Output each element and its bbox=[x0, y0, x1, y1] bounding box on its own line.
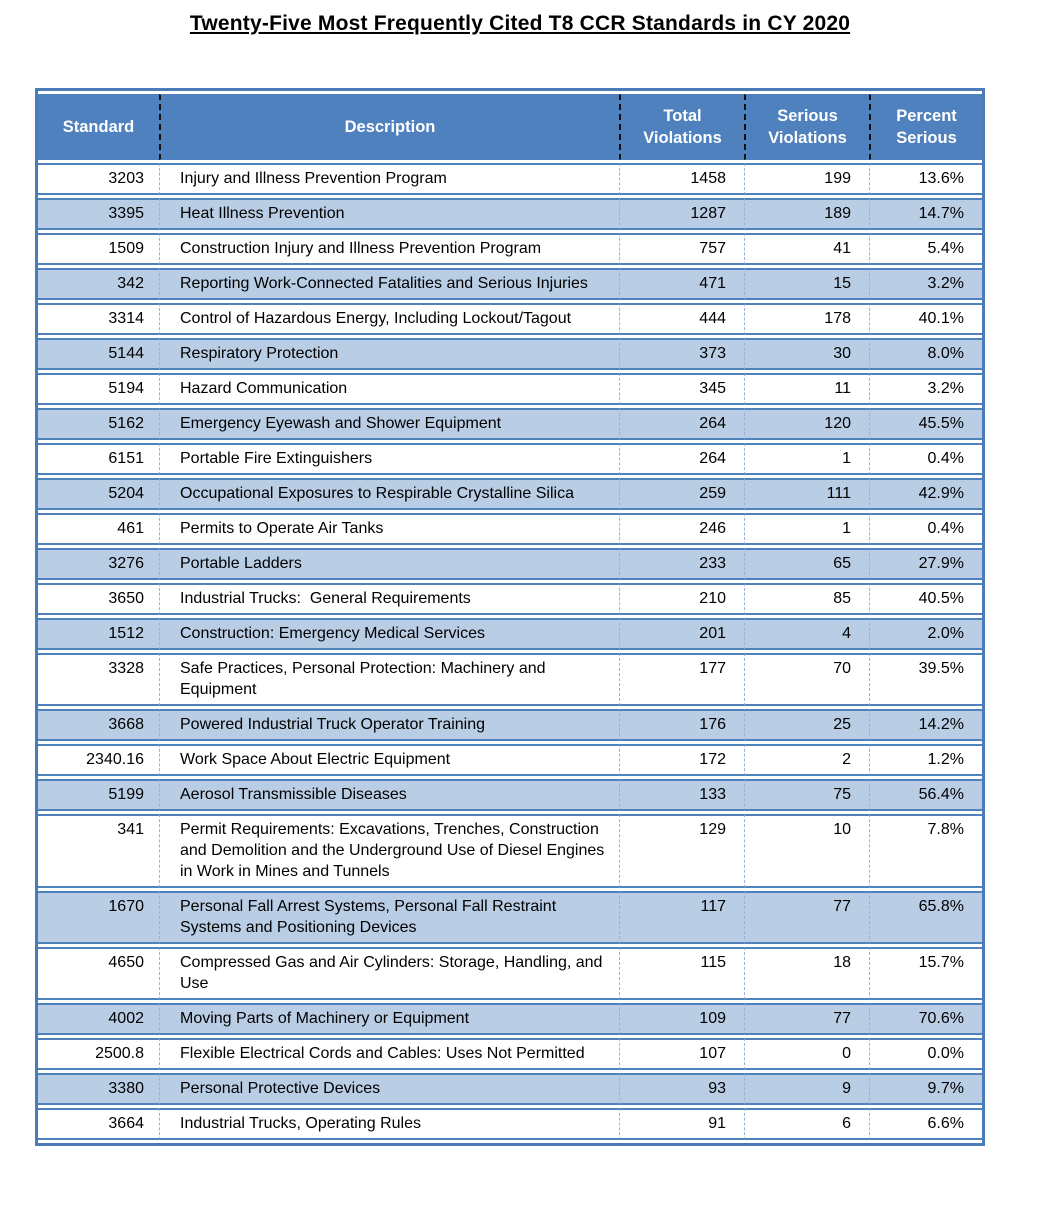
table-row bbox=[38, 233, 982, 265]
table-row bbox=[38, 779, 982, 811]
cell-description: Control of Hazardous Energy, Including Lockout/Tagout bbox=[159, 303, 619, 335]
cell-serious: 1 bbox=[744, 443, 869, 475]
cell-description: Construction: Emergency Medical Services bbox=[159, 618, 619, 650]
table-row bbox=[38, 744, 982, 776]
cell-serious: 85 bbox=[744, 583, 869, 615]
cell-percent: 0.4% bbox=[869, 513, 982, 545]
column-header-description: Description bbox=[159, 94, 619, 160]
cell-serious: 2 bbox=[744, 744, 869, 776]
cell-percent: 70.6% bbox=[869, 1003, 982, 1035]
cell-description: Emergency Eyewash and Shower Equipment bbox=[159, 408, 619, 440]
cell-percent: 40.5% bbox=[869, 583, 982, 615]
cell-standard: 3328 bbox=[38, 653, 159, 706]
cell-total: 757 bbox=[619, 233, 744, 265]
cell-serious: 15 bbox=[744, 268, 869, 300]
cell-serious: 30 bbox=[744, 338, 869, 370]
table-row bbox=[38, 653, 982, 706]
cell-percent: 40.1% bbox=[869, 303, 982, 335]
cell-total: 264 bbox=[619, 443, 744, 475]
cell-standard: 2500.8 bbox=[38, 1038, 159, 1070]
cell-standard: 5194 bbox=[38, 373, 159, 405]
cell-standard: 1670 bbox=[38, 891, 159, 944]
cell-total: 172 bbox=[619, 744, 744, 776]
cell-description: Construction Injury and Illness Prevention Program bbox=[159, 233, 619, 265]
cell-total: 259 bbox=[619, 478, 744, 510]
cell-total: 93 bbox=[619, 1073, 744, 1105]
cell-total: 1458 bbox=[619, 163, 744, 195]
table-row bbox=[38, 408, 982, 440]
cell-serious: 75 bbox=[744, 779, 869, 811]
table-header bbox=[38, 94, 982, 160]
cell-total: 109 bbox=[619, 1003, 744, 1035]
cell-standard: 3395 bbox=[38, 198, 159, 230]
table-row bbox=[38, 198, 982, 230]
cell-standard: 3314 bbox=[38, 303, 159, 335]
cell-serious: 189 bbox=[744, 198, 869, 230]
cell-standard: 3276 bbox=[38, 548, 159, 580]
cell-serious: 70 bbox=[744, 653, 869, 706]
table-row bbox=[38, 1073, 982, 1105]
table-row bbox=[38, 1108, 982, 1140]
cell-standard: 5162 bbox=[38, 408, 159, 440]
table-row bbox=[38, 618, 982, 650]
cell-serious: 0 bbox=[744, 1038, 869, 1070]
cell-percent: 14.7% bbox=[869, 198, 982, 230]
cell-description: Moving Parts of Machinery or Equipment bbox=[159, 1003, 619, 1035]
cell-total: 471 bbox=[619, 268, 744, 300]
cell-percent: 45.5% bbox=[869, 408, 982, 440]
cell-serious: 41 bbox=[744, 233, 869, 265]
table-row bbox=[38, 373, 982, 405]
cell-total: 246 bbox=[619, 513, 744, 545]
cell-percent: 5.4% bbox=[869, 233, 982, 265]
cell-percent: 8.0% bbox=[869, 338, 982, 370]
cell-percent: 15.7% bbox=[869, 947, 982, 1000]
cell-description: Personal Protective Devices bbox=[159, 1073, 619, 1105]
table-row bbox=[38, 443, 982, 475]
cell-total: 345 bbox=[619, 373, 744, 405]
cell-percent: 27.9% bbox=[869, 548, 982, 580]
cell-percent: 9.7% bbox=[869, 1073, 982, 1105]
cell-description: Hazard Communication bbox=[159, 373, 619, 405]
cell-description: Portable Ladders bbox=[159, 548, 619, 580]
cell-serious: 77 bbox=[744, 1003, 869, 1035]
cell-standard: 1509 bbox=[38, 233, 159, 265]
cell-standard: 3668 bbox=[38, 709, 159, 741]
cell-standard: 2340.16 bbox=[38, 744, 159, 776]
table-row bbox=[38, 1038, 982, 1070]
cell-standard: 342 bbox=[38, 268, 159, 300]
cell-standard: 3380 bbox=[38, 1073, 159, 1105]
cell-standard: 461 bbox=[38, 513, 159, 545]
cell-total: 1287 bbox=[619, 198, 744, 230]
cell-standard: 5204 bbox=[38, 478, 159, 510]
cell-description: Portable Fire Extinguishers bbox=[159, 443, 619, 475]
cell-total: 233 bbox=[619, 548, 744, 580]
header-row bbox=[38, 94, 982, 160]
cell-serious: 1 bbox=[744, 513, 869, 545]
cell-description: Occupational Exposures to Respirable Crystalline Silica bbox=[159, 478, 619, 510]
cell-percent: 65.8% bbox=[869, 891, 982, 944]
cell-total: 264 bbox=[619, 408, 744, 440]
cell-description: Injury and Illness Prevention Program bbox=[159, 163, 619, 195]
cell-description: Heat Illness Prevention bbox=[159, 198, 619, 230]
table-row bbox=[38, 1003, 982, 1035]
cell-description: Permits to Operate Air Tanks bbox=[159, 513, 619, 545]
cell-serious: 4 bbox=[744, 618, 869, 650]
cell-description: Reporting Work-Connected Fatalities and Serious Injuries bbox=[159, 268, 619, 300]
cell-percent: 14.2% bbox=[869, 709, 982, 741]
cell-standard: 4650 bbox=[38, 947, 159, 1000]
cell-percent: 39.5% bbox=[869, 653, 982, 706]
cell-standard: 3650 bbox=[38, 583, 159, 615]
cell-percent: 3.2% bbox=[869, 268, 982, 300]
cell-percent: 7.8% bbox=[869, 814, 982, 888]
table-row bbox=[38, 338, 982, 370]
cell-percent: 13.6% bbox=[869, 163, 982, 195]
column-header-total-violations: Total Violations bbox=[619, 94, 744, 160]
cell-total: 444 bbox=[619, 303, 744, 335]
cell-total: 91 bbox=[619, 1108, 744, 1140]
cell-description: Aerosol Transmissible Diseases bbox=[159, 779, 619, 811]
cell-standard: 6151 bbox=[38, 443, 159, 475]
cell-serious: 199 bbox=[744, 163, 869, 195]
cell-total: 117 bbox=[619, 891, 744, 944]
cell-percent: 2.0% bbox=[869, 618, 982, 650]
cell-description: Work Space About Electric Equipment bbox=[159, 744, 619, 776]
table-row bbox=[38, 268, 982, 300]
cell-percent: 42.9% bbox=[869, 478, 982, 510]
cell-standard: 4002 bbox=[38, 1003, 159, 1035]
cell-description: Industrial Trucks, Operating Rules bbox=[159, 1108, 619, 1140]
cell-total: 210 bbox=[619, 583, 744, 615]
cell-serious: 11 bbox=[744, 373, 869, 405]
cell-serious: 111 bbox=[744, 478, 869, 510]
cell-description: Compressed Gas and Air Cylinders: Storage, Handling, and Use bbox=[159, 947, 619, 1000]
cell-description: Powered Industrial Truck Operator Training bbox=[159, 709, 619, 741]
page-title: Twenty-Five Most Frequently Cited T8 CCR Standards in CY 2020 bbox=[189, 12, 851, 35]
cell-description: Respiratory Protection bbox=[159, 338, 619, 370]
table-row bbox=[38, 513, 982, 545]
cell-percent: 1.2% bbox=[869, 744, 982, 776]
cell-serious: 6 bbox=[744, 1108, 869, 1140]
cell-total: 115 bbox=[619, 947, 744, 1000]
cell-total: 176 bbox=[619, 709, 744, 741]
cell-serious: 10 bbox=[744, 814, 869, 888]
cell-serious: 77 bbox=[744, 891, 869, 944]
cell-total: 201 bbox=[619, 618, 744, 650]
table-row bbox=[38, 814, 982, 888]
cell-description: Personal Fall Arrest Systems, Personal Fall Restraint Systems and Positioning Devices bbox=[159, 891, 619, 944]
column-header-standard: Standard bbox=[38, 94, 159, 160]
cell-percent: 0.4% bbox=[869, 443, 982, 475]
cell-standard: 5144 bbox=[38, 338, 159, 370]
cell-standard: 3664 bbox=[38, 1108, 159, 1140]
standards-table bbox=[35, 88, 985, 1146]
cell-total: 129 bbox=[619, 814, 744, 888]
cell-description: Flexible Electrical Cords and Cables: Uses Not Permitted bbox=[159, 1038, 619, 1070]
table-row bbox=[38, 709, 982, 741]
cell-percent: 0.0% bbox=[869, 1038, 982, 1070]
cell-serious: 9 bbox=[744, 1073, 869, 1105]
cell-percent: 3.2% bbox=[869, 373, 982, 405]
cell-description: Safe Practices, Personal Protection: Machinery and Equipment bbox=[159, 653, 619, 706]
cell-serious: 120 bbox=[744, 408, 869, 440]
cell-description: Industrial Trucks: General Requirements bbox=[159, 583, 619, 615]
cell-serious: 25 bbox=[744, 709, 869, 741]
cell-total: 177 bbox=[619, 653, 744, 706]
cell-percent: 6.6% bbox=[869, 1108, 982, 1140]
cell-total: 373 bbox=[619, 338, 744, 370]
cell-standard: 1512 bbox=[38, 618, 159, 650]
table-body bbox=[38, 163, 982, 1140]
cell-total: 107 bbox=[619, 1038, 744, 1070]
table-row bbox=[38, 163, 982, 195]
cell-standard: 5199 bbox=[38, 779, 159, 811]
cell-standard: 3203 bbox=[38, 163, 159, 195]
cell-serious: 178 bbox=[744, 303, 869, 335]
cell-percent: 56.4% bbox=[869, 779, 982, 811]
cell-standard: 341 bbox=[38, 814, 159, 888]
cell-description: Permit Requirements: Excavations, Trenches, Construction and Demolition and the Underground Use of Diesel Engines in Work in Mines and Tunnels bbox=[159, 814, 619, 888]
cell-total: 133 bbox=[619, 779, 744, 811]
table-row bbox=[38, 303, 982, 335]
cell-serious: 65 bbox=[744, 548, 869, 580]
cell-serious: 18 bbox=[744, 947, 869, 1000]
column-header-serious-violations: Serious Violations bbox=[744, 94, 869, 160]
table-row bbox=[38, 548, 982, 580]
table-row bbox=[38, 947, 982, 1000]
column-header-percent-serious: Percent Serious bbox=[869, 94, 982, 160]
table-row bbox=[38, 891, 982, 944]
table-row bbox=[38, 478, 982, 510]
table-row bbox=[38, 583, 982, 615]
